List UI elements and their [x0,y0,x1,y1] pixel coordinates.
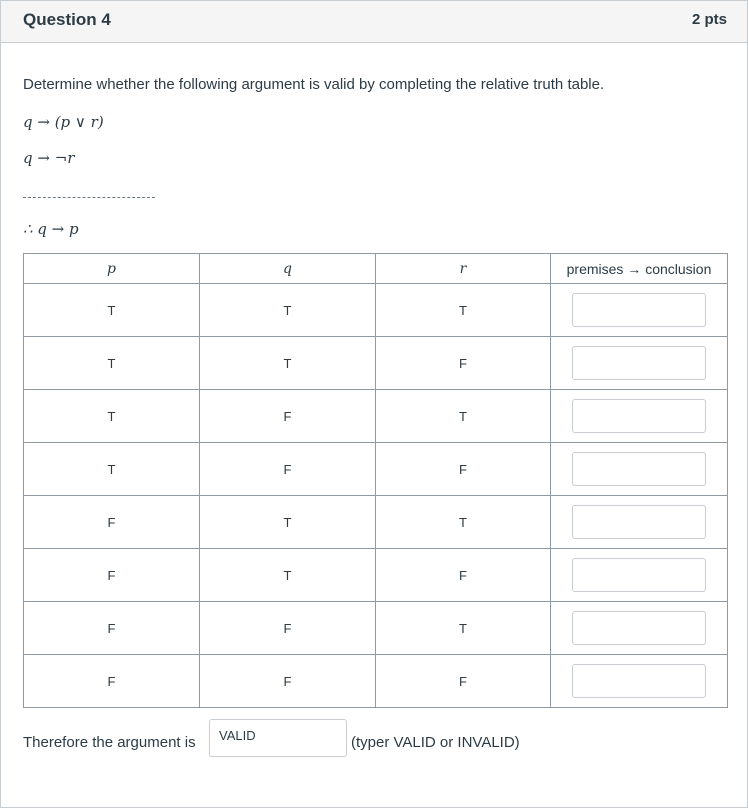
cell-r: F [376,337,551,390]
cell-r: F [376,655,551,708]
cell-p: T [24,443,200,496]
table-row [24,337,728,390]
cell-r: T [376,496,551,549]
answer-input-row-3[interactable] [572,399,706,433]
answer-input-row-6[interactable] [572,558,706,592]
table-row [24,655,728,708]
cell-q: T [200,496,376,549]
header-premises-conclusion: premises → conclusion [551,254,728,284]
validity-input[interactable] [209,719,347,757]
table-row [24,443,728,496]
argument-conclusion: ∴ q → p [23,220,79,238]
answer-input-row-8[interactable] [572,664,706,698]
cell-q: F [200,390,376,443]
cell-q: T [200,549,376,602]
table-row [24,602,728,655]
final-answer-hint: (typer VALID or INVALID) [351,734,520,751]
table-row [24,390,728,443]
question-header [1,1,747,43]
cell-p: T [24,284,200,337]
answer-input-row-2[interactable] [572,346,706,380]
cell-p: T [24,337,200,390]
premise-1: q → (p ∨ r) [23,113,104,131]
answer-input-row-4[interactable] [572,452,706,486]
table-row [24,549,728,602]
cell-q: T [200,284,376,337]
cell-p: F [24,549,200,602]
question-points: 2 pts [691,11,727,28]
truth-table-header-row [24,254,728,284]
cell-r: F [376,549,551,602]
cell-r: F [376,443,551,496]
header-r: r [376,254,551,284]
cell-q: F [200,602,376,655]
cell-r: T [376,602,551,655]
premise-2: q → ¬r [23,149,75,167]
table-row [24,284,728,337]
final-answer-label: Therefore the argument is [23,734,196,751]
cell-p: T [24,390,200,443]
answer-input-row-5[interactable] [572,505,706,539]
cell-p: F [24,496,200,549]
header-q: q [200,254,376,284]
cell-r: T [376,390,551,443]
cell-p: F [24,602,200,655]
cell-r: T [376,284,551,337]
cell-q: T [200,337,376,390]
question-prompt: Determine whether the following argument is valid by completing the relative truth table. [23,76,605,93]
answer-input-row-7[interactable] [572,611,706,645]
header-p: p [24,254,200,284]
truth-table [23,253,728,708]
cell-q: F [200,655,376,708]
cell-p: F [24,655,200,708]
question-title: Question 4 [23,10,111,29]
answer-input-row-1[interactable] [572,293,706,327]
table-row [24,496,728,549]
argument-separator [23,197,155,198]
cell-q: F [200,443,376,496]
